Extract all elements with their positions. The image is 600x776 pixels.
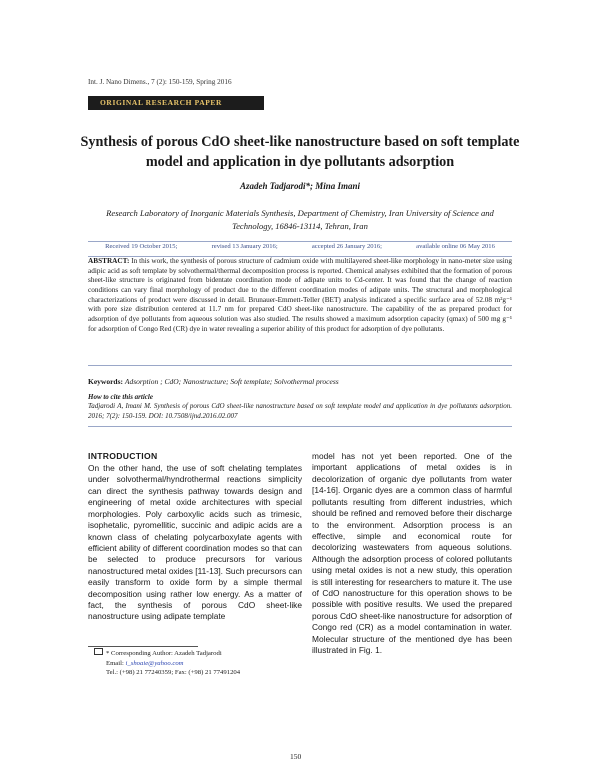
- author-list: Azadeh Tadjarodi*; Mina Imani: [240, 181, 360, 191]
- paper-title: Synthesis of porous CdO sheet-like nanostructure based on soft template model and application in dye pollutants adsorption: [80, 134, 520, 170]
- introduction-right-column: model has not yet been reported. One of the important applications of metal oxides is in decolorization of organic dye pollutants from water [14-16]. Organic dyes are a common class of harmful pollutants resulting from different industries, which should be refined and removed before their discharge to the environment. Adsorption process is an effective, simple and economical route for decolorizing wastewaters from aqueous solutions. Although the adsorption process of colored pollutants using metal oxides is not a new study, this operation is still interesting for researchers to mature it. The use of CdO nanostructure for this operation shows to be possible with positive results. We used the prepared porous CdO sheet-like nanostructure for adsorption of Congo red (CR) as a model contamination in water. Molecular structure of the mentioned dye has been illustrated in Fig. 1.: [312, 451, 512, 656]
- footnote: [94, 648, 240, 678]
- footnote-divider: [88, 646, 198, 647]
- date-revised: revised 13 January 2016;: [211, 243, 278, 250]
- introduction-heading: INTRODUCTION: [88, 451, 158, 461]
- article-type-label: ORIGINAL RESEARCH PAPER: [100, 98, 223, 107]
- email-link[interactable]: i_shoaie@yahoo.com: [125, 659, 184, 667]
- abstract: [88, 257, 512, 334]
- date-received: Received 19 October 2015;: [105, 243, 178, 250]
- keywords-label: Keywords:: [88, 377, 123, 386]
- article-dates: [88, 243, 512, 250]
- keywords: [88, 377, 512, 386]
- citation-divider: [88, 426, 512, 427]
- keywords-text: Adsorption ; CdO; Nanostructure; Soft template; Solvothermal process: [124, 377, 339, 386]
- abstract-text: In this work, the synthesis of porous structure of cadmium oxide with multilayered sheet-like morphology in nano-meter size using adipic acid as soft template by solvothermal/thermal decomposition process is reported. Chemical analyses exhibited that the formation of porous sheet-like structure is originated from bidentate coordination mode of adipate units to Cd-center. It was found that the change of reaction conditions can vary final morphology of product due to the different coordination modes of adipate units. The structural and morphological characterizations of product were discussed in detail. Brunauer-Emmett-Teller (BET) analysis indicated a specific surface area of 52.08 m²g⁻¹ with pore size distribution centered at 11.7 nm for prepared CdO sheet-like nanostructure. The capability of the as prepared product for adsorption of dye pollutants from aqueous solution was also studied. The results showed a maximum adsorption capacity (qmax) of 500 mg g⁻¹ for adsorption of Congo Red (CR) dye in water revealing a superior ability of this product for adsorption of dye pollutants.: [88, 257, 512, 333]
- email-label: Email:: [106, 659, 124, 667]
- date-online: available online 06 May 2016: [416, 243, 495, 250]
- date-accepted: accepted 26 January 2016;: [311, 243, 382, 250]
- phone-fax: Tel.: (+98) 21 77240359; Fax: (+98) 21 77491204: [106, 669, 241, 677]
- journal-reference: Int. J. Nano Dimens., 7 (2): 150-159, Spring 2016: [88, 78, 232, 86]
- citation-heading: How to cite this article: [88, 393, 153, 401]
- corresponding-author: * Corresponding Author: Azadeh Tadjarodi: [106, 650, 222, 657]
- abstract-label: ABSTRACT:: [88, 257, 130, 265]
- introduction-left-column: On the other hand, the use of soft chelating templates under solvothermal/hyndrothermal reactions simplicity can direct the synthesis pathway towards design and engineering of metal oxide architectures with special morphologies. Poly carboxylic acids such as trimesic, isophetalic, pyromellitic, succinic and adipic acids are a known class of chelating polycarboxylate agents with efficient ability of different coordination modes so that can be selected to produce precursors for various nanostructured metal oxides [11-13]. Such precursors can easily transform to oxide form by a simple thermal decomposition using rather low energy. As a matter of fact, the synthesis of porous CdO sheet-like nanostructure using adipate template: [88, 463, 302, 622]
- affiliation: Research Laboratory of Inorganic Materials Synthesis, Department of Chemistry, Iran University of Science and Technology, 16846-13114, Tehran, Iran: [106, 208, 494, 231]
- envelope-icon: [94, 648, 103, 655]
- abstract-divider: [88, 365, 512, 366]
- page-number: 150: [290, 752, 302, 761]
- citation-text: Tadjarodi A, Imani M. Synthesis of porous CdO sheet-like nanostructure based on soft template model and application in dye pollutants adsorption. 2016; 7(2): 150-159. DOI: 10.7508/ijnd.2016.02.007: [88, 402, 512, 420]
